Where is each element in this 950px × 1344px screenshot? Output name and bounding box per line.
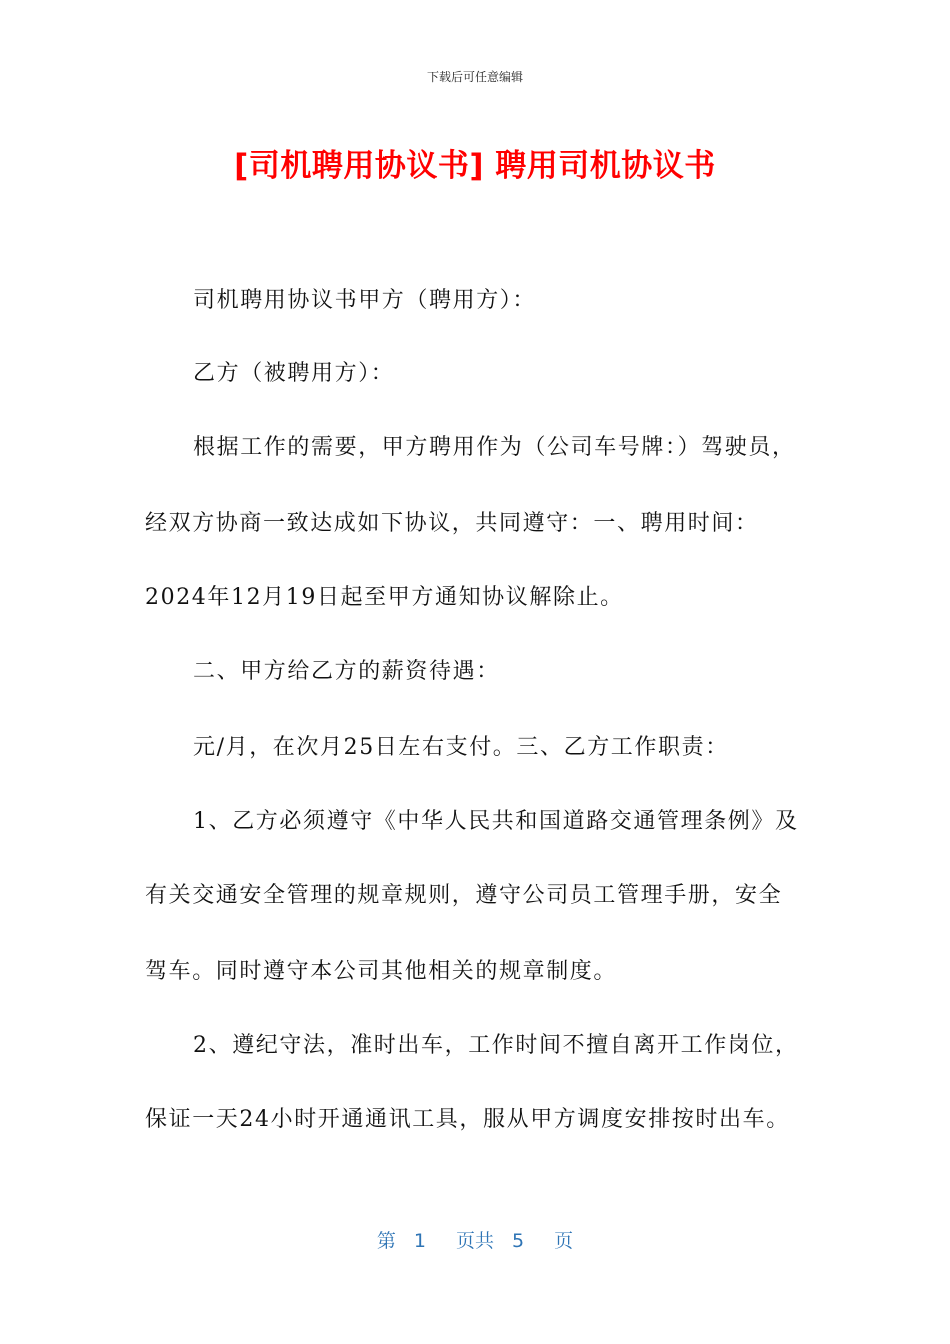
paragraph-line: 2、遵纪守法，准时出车，工作时间不擅自离开工作岗位， — [193, 1033, 799, 1058]
paragraph-line: 经双方协商一致达成如下协议，共同遵守：一、聘用时间： — [145, 511, 759, 536]
paragraph-line: 根据工作的需要，甲方聘用作为（公司车号牌：）驾驶员， — [193, 435, 796, 460]
footer-suffix: 页 — [554, 1230, 574, 1252]
footer-middle: 页共 — [455, 1230, 494, 1252]
page-number-footer — [0, 1226, 950, 1253]
paragraph-line: 2024年12月19日起至甲方通知协议解除止。 — [145, 585, 624, 610]
paragraph-line: 二、甲方给乙方的薪资待遇： — [193, 659, 500, 684]
footer-current-page: 1 — [413, 1230, 426, 1252]
footer-prefix: 第 — [376, 1230, 396, 1252]
paragraph-line: 保证一天24小时开通通讯工具，服从甲方调度安排按时出车。 — [145, 1107, 790, 1132]
paragraph-line: 1、乙方必须遵守《中华人民共和国道路交通管理条例》及 — [193, 809, 799, 834]
paragraph-line: 司机聘用协议书甲方（聘用方）： — [193, 288, 537, 313]
paragraph-line: 乙方（被聘用方）： — [193, 361, 395, 386]
footer-total-pages: 5 — [512, 1230, 525, 1252]
document-title: [司机聘用协议书] 聘用司机协议书 — [234, 148, 716, 184]
paragraph-line: 元/月，在次月25日左右支付。三、乙方工作职责： — [193, 735, 729, 760]
header-note: 下载后可任意编辑 — [426, 70, 523, 84]
paragraph-line: 有关交通安全管理的规章规则，遵守公司员工管理手册，安全 — [145, 883, 783, 908]
paragraph-line: 驾车。同时遵守本公司其他相关的规章制度。 — [145, 959, 618, 984]
